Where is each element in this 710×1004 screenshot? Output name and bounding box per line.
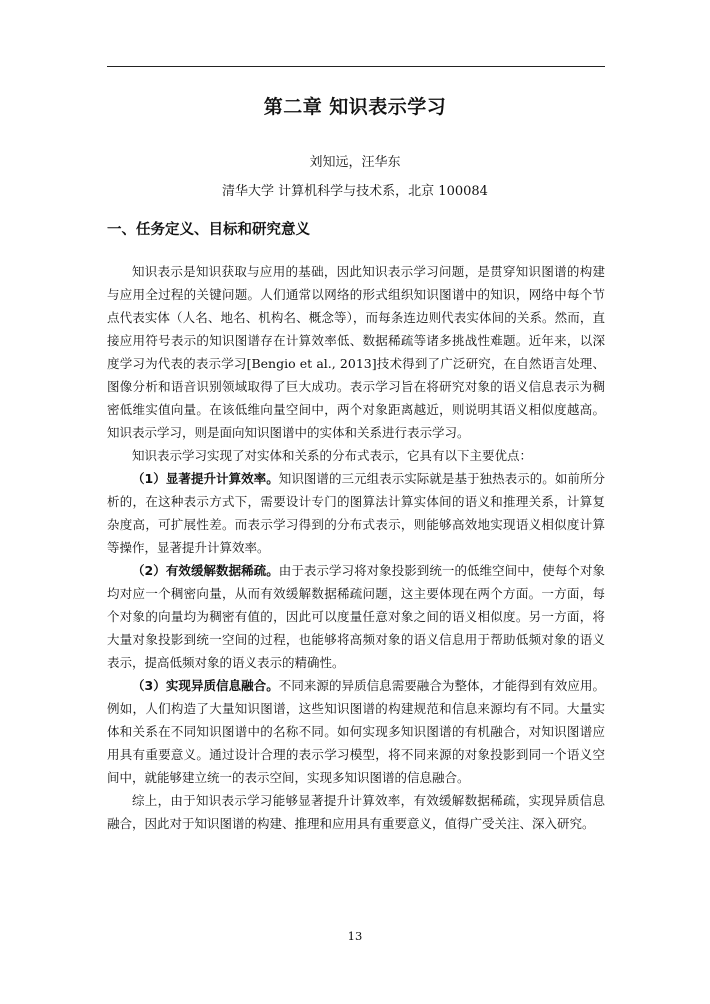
paragraph: 知识表示学习实现了对实体和关系的分布式表示，它具有以下主要优点： (132, 448, 533, 463)
paragraph: （1）显著提升计算效率。知识图谱的三元组表示实际就是基于独热表示的。如前所分析的，在这种表示方式下，需要设计专门的图算法计算实体间的语义和推理关系，计算复杂度高，可扩展性差。而表示学习得到的分布式表示，则能够高效地实现语义相似度计算等操作，显著提升计算效率。 (107, 471, 605, 555)
chapter-title: 第二章 知识表示学习 (263, 96, 447, 118)
header-rule (107, 66, 605, 67)
authors: 刘知远，汪华东 (309, 155, 401, 170)
paragraph: 知识表示是知识获取与应用的基础，因此知识表示学习问题，是贯穿知识图谱的构建与应用全过程的关键问题。人们通常以网络的形式组织知识图谱中的知识，网络中每个节点代表实体（人名、地名、机构名、概念等），而每条连边则代表实体间的关系。然而，直接应用符号表示的知识图谱存在计算效率低、数据稀疏等诸多挑战性难题。近年来，以深度学习为代表的表示学习[Bengio et al., 2013]技术得到了广泛研究，在自然语言处理、图像分析和语音识别领域取得了巨大成功。表示学习旨在将研究对象的语义信息表示为稠密低维实值向量。在该低维向量空间中，两个对象距离越近，则说明其语义相似度越高。知识表示学习，则是面向知识图谱中的实体和关系进行表示学习。 (107, 264, 605, 440)
body-text (107, 260, 605, 835)
paragraph: （2）有效缓解数据稀疏。由于表示学习将对象投影到统一的低维空间中，使每个对象均对应一个稠密向量，从而有效缓解数据稀疏问题，这主要体现在两个方面。一方面，每个对象的向量均为稠密有值的，因此可以度量任意对象之间的语义相似度。另一方面，将大量对象投影到统一空间的过程，也能够将高频对象的语义信息用于帮助低频对象的语义表示，提高低频对象的语义表示的精确性。 (107, 563, 605, 670)
affiliation: 清华大学 计算机科学与技术系，北京 100084 (222, 184, 488, 199)
paragraph: （3）实现异质信息融合。不同来源的异质信息需要融合为整体，才能得到有效应用。例如，人们构造了大量知识图谱，这些知识图谱的构建规范和信息来源均有不同。大量实体和关系在不同知识图谱中的名称不同。如何实现多知识图谱的有机融合，对知识图谱应用具有重要意义。通过设计合理的表示学习模型，将不同来源的对象投影到同一个语义空间中，就能够建立统一的表示空间，实现多知识图谱的信息融合。 (107, 678, 605, 785)
paragraph: 综上，由于知识表示学习能够显著提升计算效率，有效缓解数据稀疏，实现异质信息融合，因此对于知识图谱的构建、推理和应用具有重要意义，值得广受关注、深入研究。 (107, 793, 605, 831)
section-title: 一、任务定义、目标和研究意义 (107, 222, 310, 238)
page-number: 13 (347, 929, 363, 943)
